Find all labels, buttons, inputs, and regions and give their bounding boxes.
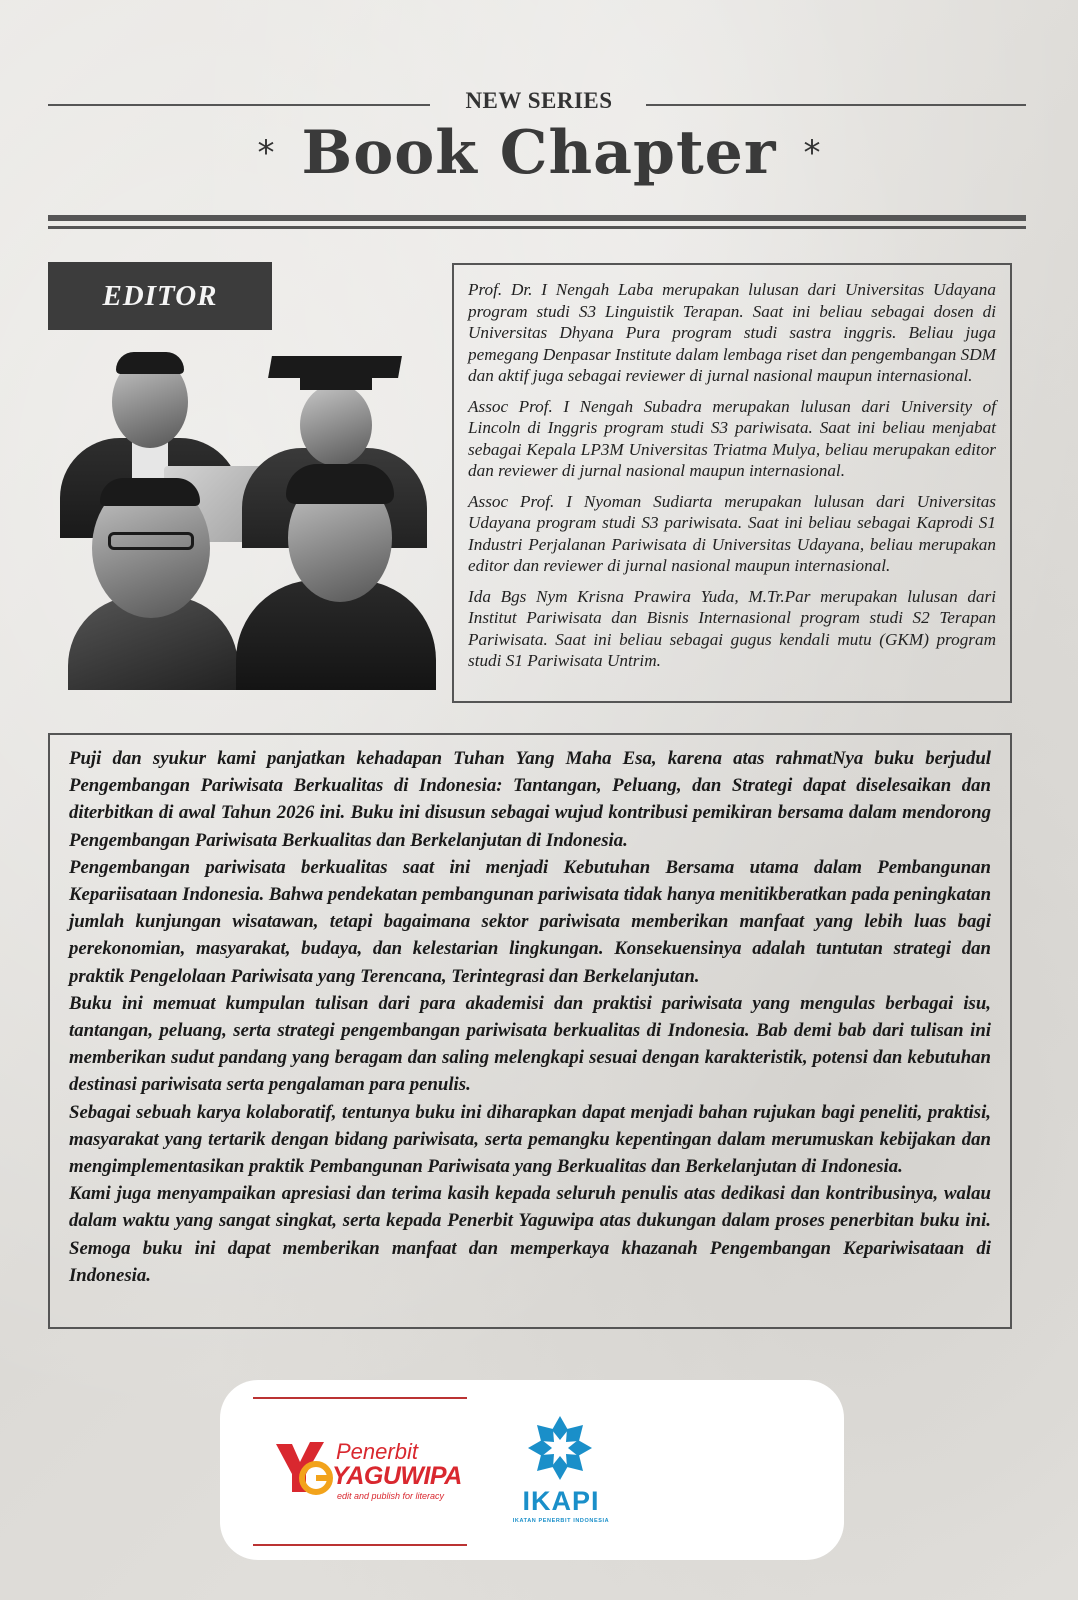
editor-photo-3 (68, 478, 238, 690)
title-row (0, 118, 1078, 188)
preface-paragraph-5: Kami juga menyampaikan apresiasi dan terima kasih kepada seluruh penulis atas dedikasi dan kontribusinya, walau dalam waktu yang sangat singkat, serta kepada Penerbit Yaguwipa atas dukungan dalam proses penerbitan buku ini. Semoga buku ini dapat memberikan manfaat dan memperkaya khazanah Pengembangan Kepariwisataan di Indonesia. (69, 1183, 991, 1286)
editor-photo-4 (236, 460, 436, 690)
ikapi-subtitle: IKATAN PENERBIT INDONESIA (512, 1518, 610, 1524)
header-double-rule-top (48, 215, 1026, 221)
star-right-icon: * (803, 133, 821, 173)
yaguwipa-tagline: edit and publish for literacy (337, 1491, 445, 1501)
editor-photos (52, 348, 442, 708)
series-label: NEW SERIES (465, 88, 613, 113)
yaguwipa-logo-icon (272, 1438, 334, 1498)
editor-bio-1: Prof. Dr. I Nengah Laba merupakan lulusan dari Universitas Udayana program studi S3 Linguistik Terapan. Saat ini beliau sebagai dosen di Universitas Dhyana Pura program studi sastra inggris. Beliau juga pemegang Denpasar Institute dalam lembaga riset dan pengembangan SDM dan aktif juga sebagai reviewer di jurnal nasional maupun internasional. (468, 280, 996, 385)
preface-paragraph-4: Sebagai sebuah karya kolaboratif, tentunya buku ini diharapkan dapat menjadi bahan rujukan bagi peneliti, praktisi, masyarakat yang tertarik dengan bidang pariwisata, serta pemangku kepentingan dalam merumuskan kebijakan dan mengimplementasikan praktik Pembangunan Pariwisata yang Berkualitas dan Berkelanjutan di Indonesia. (69, 1101, 991, 1178)
yaguwipa-word-penerbit: Penerbit (336, 1439, 418, 1464)
ikapi-logo-icon (524, 1412, 596, 1484)
preface-box (48, 733, 1012, 1329)
preface-paragraph-3: Buku ini memuat kumpulan tulisan dari para akademisi dan praktisi pariwisata yang mengulas berbagai isu, tantangan, peluang, serta strategi pengembangan pariwisata berkualitas di Indonesia. Bab demi bab dari tulisan ini memberikan sudut pandang yang beragam dan saling melengkapi sesuai dengan karakteristik, potensi dan kebutuhan destinasi pariwisata serta pengalaman para penulis. (69, 992, 991, 1096)
editor-bio-3: Assoc Prof. I Nyoman Sudiarta merupakan lulusan dari Universitas Udayana program studi S3 pariwisata. Saat ini beliau sebagai Kaprodi S1 Industri Perjalanan Pariwisata di Universitas Udayana, beliau merupakan editor dan reviewer di jurnal nasional maupun internasional. (468, 491, 996, 575)
preface-paragraph-2: Pengembangan pariwisata berkualitas saat ini menjadi Kebutuhan Bersama utama dalam Pembangunan Kepariisataan Indonesia. Bahwa pendekatan pembangunan pariwisata tidak hanya menitikberatkan pada peningkatan jumlah kunjungan wisatawan, tetapi bagaimana sektor pariwisata memberikan manfaat yang lebih luas bagi perekonomian, masyarakat, budaya, dan kelestarian lingkungan. Konsekuensinya adalah tuntutan strategi dan praktik Pengelolaan Pariwisata yang Terencana, Terintegrasi dan Berkelanjutan. (69, 856, 992, 987)
editor-bio-box (452, 263, 1012, 703)
editor-label: EDITOR (48, 262, 272, 330)
page-title: Book Chapter (301, 118, 777, 188)
yaguwipa-word-name: YAGUWIPA (332, 1462, 462, 1490)
ikapi-word: IKAPI (522, 1486, 600, 1516)
editor-bio-4: Ida Bgs Nym Krisna Prawira Yuda, M.Tr.Par merupakan lulusan dari Institut Pariwisata dan Bisnis Internasional program studi S2 Terapan Pariwisata. Saat ini beliau sebagai gugus kendali mutu (GKM) program studi S1 Pariwisata Untrim. (468, 586, 996, 670)
header-double-rule-bottom (48, 226, 1026, 229)
star-left-icon: * (257, 133, 275, 173)
editor-bio-2: Assoc Prof. I Nengah Subadra merupakan lulusan dari University of Lincoln di Inggris program studi S3 pariwisata. Saat ini beliau menjabat sebagai Kepala LP3M Universitas Triatma Mulya, beliau merupakan editor dan reviewer di jurnal nasional maupun internasional. (468, 396, 996, 480)
preface-paragraph-1: Puji dan syukur kami panjatkan kehadapan Tuhan Yang Maha Esa, karena atas rahmatNya buku berjudul Pengembangan Pariwisata Berkualitas di Indonesia: Tantangan, Peluang, dan Strategi dapat diselesaikan dan diterbitkan di awal Tahun 2026 ini. Buku ini disusun sebagai wujud kontribusi pemikiran bersama dalam mendorong Pengembangan Pariwisata Berkualitas dan Berkelanjutan di Indonesia. (69, 748, 991, 851)
